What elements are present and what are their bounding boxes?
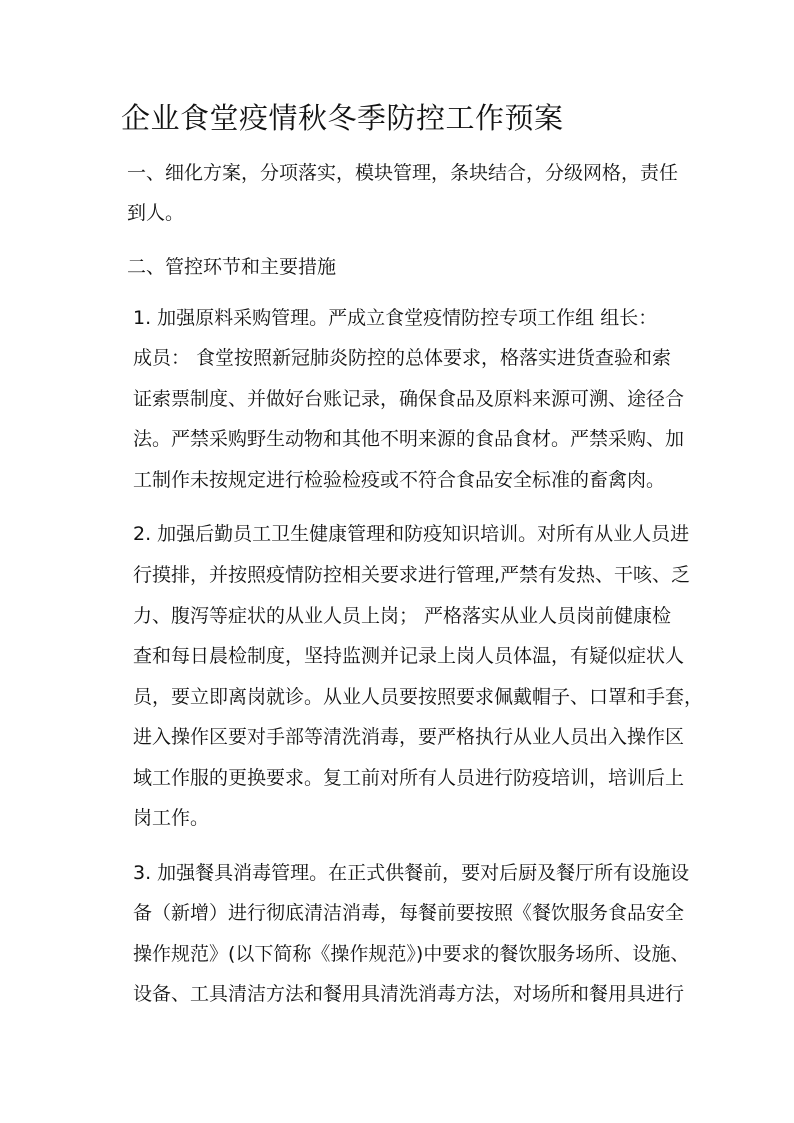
paragraph-line: 域工作服的更换要求。复工前对所有人员进行防疫培训，培训后上 [133, 767, 685, 789]
paragraph-line: 1. 加强原料采购管理。严成立食堂疫情防控专项工作组 组长： [133, 307, 658, 329]
paragraph-line: 成员： 食堂按照新冠肺炎防控的总体要求，格落实进货查验和索 [133, 347, 672, 369]
paragraph-line: 到人。 [127, 202, 185, 224]
document-title: 企业食堂疫情秋冬季防控工作预案 [121, 101, 564, 135]
paragraph-line: 进入操作区要对手部等清洗消毒，要严格执行从业人员出入操作区 [133, 726, 685, 748]
paragraph-line: 操作规范》(以下简称《操作规范》)中要求的餐饮服务场所、设施、 [133, 943, 690, 965]
section-heading: 二、管控环节和主要措施 [127, 256, 337, 278]
paragraph-line: 2. 加强后勤员工卫生健康管理和防疫知识培训。对所有从业人员进 [133, 523, 690, 545]
paragraph-line: 备（新增）进行彻底清洁消毒，每餐前要按照《餐饮服务食品安全 [133, 902, 685, 924]
paragraph-line: 一、细化方案，分项落实，模块管理，条块结合，分级网格，责任 [127, 162, 679, 184]
paragraph-line: 查和每日晨检制度，坚持监测并记录上岗人员体温，有疑似症状人 [133, 645, 685, 667]
paragraph-line: 岗工作。 [133, 807, 210, 829]
paragraph-line: 法。严禁采购野生动物和其他不明来源的食品食材。严禁采购、加 [133, 428, 685, 450]
paragraph-line: 3. 加强餐具消毒管理。在正式供餐前，要对后厨及餐厅所有设施设 [133, 862, 690, 884]
paragraph-line: 行摸排，并按照疫情防控相关要求进行管理,严禁有发热、干咳、乏 [133, 564, 691, 586]
paragraph-line: 设备、工具清洁方法和餐用具清洗消毒方法，对场所和餐用具进行 [133, 983, 685, 1005]
paragraph-line: 工制作未按规定进行检验检疫或不符合食品安全标准的畜禽肉。 [133, 469, 666, 491]
paragraph-line: 员，要立即离岗就诊。从业人员要按照要求佩戴帽子、口罩和手套， [133, 686, 704, 708]
paragraph-line: 力、腹泻等症状的从业人员上岗； 严格落实从业人员岗前健康检 [133, 605, 672, 627]
paragraph-line: 证索票制度、并做好台账记录，确保食品及原料来源可溯、途径合 [133, 388, 685, 410]
